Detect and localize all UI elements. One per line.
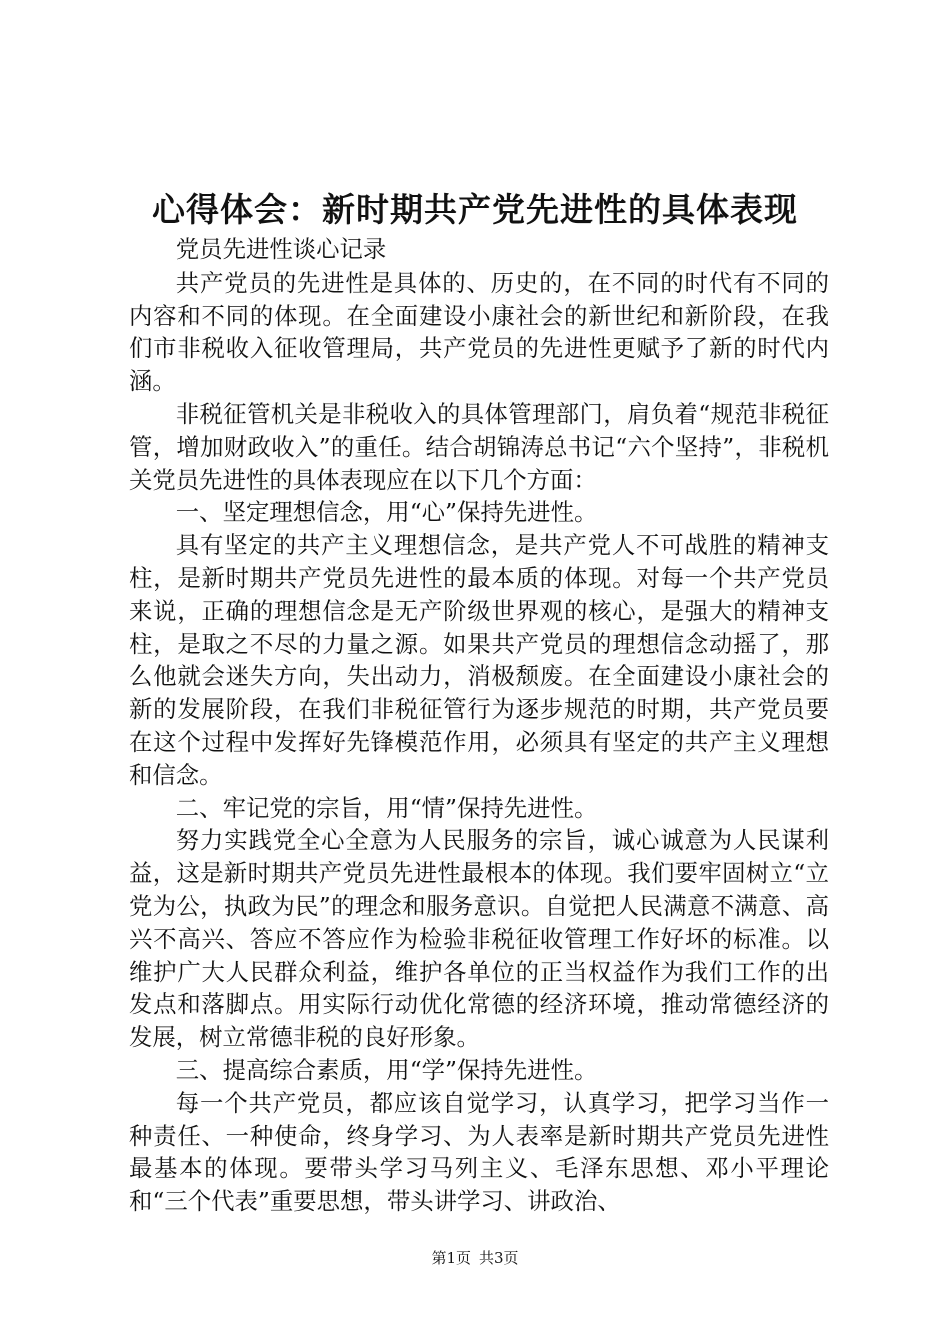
paragraph: 共产党员的先进性是具体的、历史的，在不同的时代有不同的内容和不同的体现。在全面建设小康社会的新世纪和新阶段，在我们市非税收入征收管理局，共产党员的先进性更赋予了新的时代内涵。 — [129, 268, 829, 396]
section-heading: 一、坚定理想信念，用“心”保持先进性。 — [175, 498, 598, 527]
paragraph: 努力实践党全心全意为人民服务的宗旨，诚心诚意为人民谋利益，这是新时期共产党员先进性最根本的体现。我们要牢固树立“立党为公，执政为民”的理念和服务意识。自觉把人民满意不满意、高兴不高兴、答应不答应作为检验非税征收管理工作好坏的标准。以维护广大人民群众利益，维护各单位的正当权益作为我们工作的出发点和落脚点。用实际行动优化常德的经济环境，推动常德经济的发展，树立常德非税的良好形象。 — [129, 826, 829, 1052]
document-title: 心得体会：新时期共产党先进性的具体表现 — [152, 190, 798, 229]
section-heading: 二、牢记党的宗旨，用“情”保持先进性。 — [175, 793, 598, 822]
paragraph: 非税征管机关是非税收入的具体管理部门，肩负着“规范非税征管，增加财政收入”的重任。结合胡锦涛总书记“六个坚持”，非税机关党员先进性的具体表现应在以下几个方面： — [129, 399, 829, 494]
paragraph: 每一个共产党员，都应该自觉学习，认真学习，把学习当作一种责任、一种使命，终身学习、为人表率是新时期共产党员先进性最基本的体现。要带头学习马列主义、毛泽东思想、邓小平理论和“三个代表”重要思想，带头讲学习、讲政治、 — [129, 1088, 829, 1216]
page-total: 共3页 — [479, 1249, 519, 1267]
subtitle-paragraph: 党员先进性谈心记录 — [175, 235, 387, 263]
page-footer — [0, 1248, 950, 1268]
paragraph: 具有坚定的共产主义理想信念，是共产党人不可战胜的精神支柱，是新时期共产党员先进性的最本质的体现。对每一个共产党员来说，正确的理想信念是无产阶级世界观的核心，是强大的精神支柱，是取之不尽的力量之源。如果共产党员的理想信念动摇了，那么他就会迷失方向，失出动力，消极颓废。在全面建设小康社会的新的发展阶段，在我们非税征管行为逐步规范的时期，共产党员要在这个过程中发挥好先锋模范作用，必须具有坚定的共产主义理想和信念。 — [129, 531, 829, 789]
document-body — [129, 233, 829, 1218]
section-heading: 三、提高综合素质，用“学”保持先进性。 — [175, 1055, 598, 1084]
page-number: 第1页 — [431, 1249, 471, 1267]
